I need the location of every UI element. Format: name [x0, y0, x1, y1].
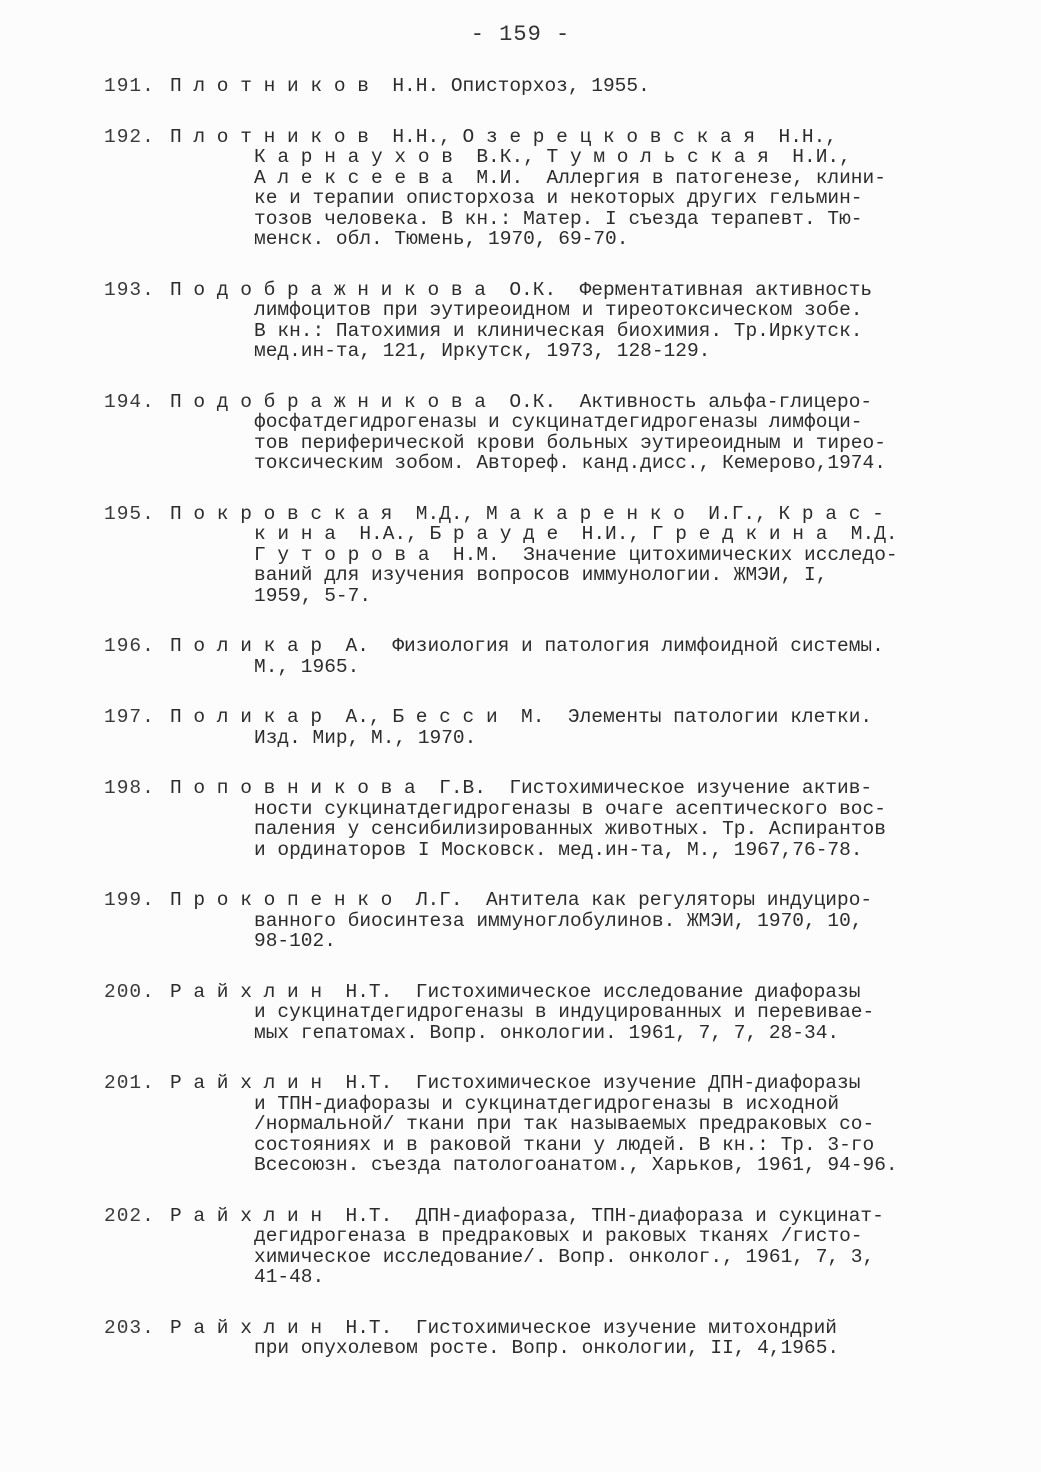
entry-line: фосфатдегидрогеназы и сукцинатдегидрогеназы лимфоци-	[254, 411, 863, 433]
entry-line: П о д о б р а ж н и к о в а О.К. Ферментативная активность	[170, 278, 873, 301]
entry-line: при опухолевом росте. Вопр. онкологии, II, 4,1965.	[254, 1337, 840, 1359]
entry-text	[170, 1206, 964, 1288]
entry-line: 98-102.	[254, 930, 336, 952]
entry-line: Всесоюзн. съезда патологоанатом., Харьков, 1961, 94-96.	[254, 1154, 898, 1176]
entry-line: и сукцинатдегидрогеназы в индуцированных и перевивае-	[254, 1001, 875, 1023]
bibliography-entry	[104, 982, 964, 1044]
bibliography-entry	[104, 1318, 964, 1359]
bibliography-list	[104, 76, 964, 1389]
entry-number: 201.	[104, 1072, 155, 1094]
entry-number: 197.	[104, 706, 155, 728]
entry-line: тов периферической крови больных эутиреоидным и тирео-	[254, 431, 886, 454]
bibliography-entry	[104, 636, 964, 677]
bibliography-entry	[104, 392, 964, 474]
entry-line: П о д о б р а ж н и к о в а О.К. Активность альфа-глицеро-	[170, 390, 873, 413]
entry-text	[170, 392, 964, 474]
entry-line: П о к р о в с к а я М.Д., М а к а р е н к о И.Г., К р а с -	[170, 502, 884, 525]
entry-text	[170, 1073, 964, 1176]
entry-text	[170, 707, 964, 748]
entry-number: 202.	[104, 1204, 155, 1227]
entry-number: 191.	[104, 75, 155, 97]
entry-text	[170, 890, 964, 952]
entry-line: П л о т н и к о в Н.Н. Описторхоз, 1955.	[170, 75, 650, 97]
entry-line: П л о т н и к о в Н.Н., О з е р е ц к о в с к а я Н.Н.,	[170, 125, 838, 148]
bibliography-entry	[104, 127, 964, 250]
entry-line: Р а й х л и н Н.Т. Гистохимическое изучение митохондрий	[170, 1316, 838, 1339]
entry-line: токсическим зобом. Автореф. канд.дисс., Кемерово,1974.	[254, 452, 886, 474]
entry-line: ке и терапии описторхоза и некоторых других гельмин-	[254, 187, 863, 209]
entry-line: Р а й х л и н Н.Т. Гистохимическое изучение ДПН-диафоразы	[170, 1072, 861, 1094]
entry-line: и ординаторов I Московск. мед.ин-та, М., 1967,76-78.	[254, 838, 863, 861]
bibliography-entry	[104, 707, 964, 748]
entry-line: 41-48.	[254, 1266, 325, 1288]
entry-line: лимфоцитов при эутиреоидном и тиреотоксическом зобе.	[254, 299, 863, 321]
entry-text	[170, 636, 964, 677]
bibliography-entry	[104, 504, 964, 607]
entry-number: 194.	[104, 390, 155, 413]
entry-number: 192.	[104, 125, 155, 148]
entry-line: к и н а Н.А., Б р а у д е Н.И., Г р е д к и н а М.Д.	[254, 523, 898, 545]
entry-line: П о п о в н и к о в а Г.В. Гистохимическое изучение актив-	[170, 777, 873, 799]
entry-line: Р а й х л и н Н.Т. Гистохимическое исследование диафоразы	[170, 980, 861, 1003]
bibliography-entry	[104, 890, 964, 952]
entry-line: В кн.: Патохимия и клиническая биохимия. Тр.Иркутск.	[254, 319, 863, 342]
entry-number: 198.	[104, 777, 155, 799]
entry-line: и ТПН-диафоразы и сукцинатдегидрогеназы в исходной	[254, 1092, 840, 1115]
entry-line: П о л и к а р А. Физиология и патология лимфоидной системы.	[170, 635, 884, 657]
entry-text	[170, 778, 964, 860]
entry-text	[170, 127, 964, 250]
entry-line: ваний для изучения вопросов иммунологии. ЖМЭИ, I,	[254, 564, 828, 586]
entry-line: паления у сенсибилизированных животных. Тр. Аспирантов	[254, 818, 886, 840]
entry-text	[170, 504, 964, 607]
bibliography-entry	[104, 1206, 964, 1288]
entry-number: 195.	[104, 502, 155, 525]
entry-line: ности сукцинатдегидрогеназы в очаге асептического вос-	[254, 797, 886, 820]
entry-line: А л е к с е е в а М.И. Аллергия в патогенезе, клини-	[254, 166, 886, 189]
bibliography-entry	[104, 76, 964, 97]
entry-line: П р о к о п е н к о Л.Г. Антитела как регуляторы индуциро-	[170, 889, 873, 911]
entry-line: химическое исследование/. Вопр. онколог., 1961, 7, 3,	[254, 1245, 875, 1268]
entry-text	[170, 76, 964, 97]
entry-line: Г у т о р о в а Н.М. Значение цитохимических исследо-	[254, 543, 898, 566]
entry-line: Изд. Мир, М., 1970.	[254, 726, 477, 749]
bibliography-entry	[104, 280, 964, 362]
entry-line: тозов человека. В кн.: Матер. I съезда терапевт. Тю-	[254, 207, 863, 230]
entry-line: менск. обл. Тюмень, 1970, 69-70.	[254, 228, 629, 250]
bibliography-entry	[104, 778, 964, 860]
entry-line: /нормальной/ ткани при так называемых предраковых со-	[254, 1113, 875, 1135]
entry-number: 200.	[104, 980, 155, 1003]
entry-line: состояниях и в раковой ткани у людей. В кн.: Тр. 3-го	[254, 1133, 875, 1156]
entry-line: дегидрогеназа в предраковых и раковых тканях /гисто-	[254, 1225, 863, 1247]
entry-number: 193.	[104, 278, 155, 301]
entry-text	[170, 1318, 964, 1359]
bibliography-entry	[104, 1073, 964, 1176]
page-number: - 159 -	[470, 22, 571, 47]
entry-number: 203.	[104, 1316, 155, 1339]
entry-text	[170, 280, 964, 362]
entry-line: М., 1965.	[254, 655, 360, 678]
entry-line: мых гепатомах. Вопр. онкологии. 1961, 7, 7, 28-34.	[254, 1021, 840, 1044]
entry-number: 196.	[104, 635, 155, 657]
entry-text	[170, 982, 964, 1044]
entry-number: 199.	[104, 889, 155, 911]
entry-line: 1959, 5-7.	[254, 584, 372, 607]
entry-line: ванного биосинтеза иммуноглобулинов. ЖМЭИ, 1970, 10,	[254, 909, 863, 932]
entry-line: Р а й х л и н Н.Т. ДПН-диафораза, ТПН-диафораза и сукцинат-	[170, 1204, 884, 1227]
entry-line: мед.ин-та, 121, Иркутск, 1973, 128-129.	[254, 340, 711, 362]
entry-line: К а р н а у х о в В.К., Т у м о л ь с к а я Н.И.,	[254, 146, 851, 168]
entry-line: П о л и к а р А., Б е с с и М. Элементы патологии клетки.	[170, 706, 873, 728]
